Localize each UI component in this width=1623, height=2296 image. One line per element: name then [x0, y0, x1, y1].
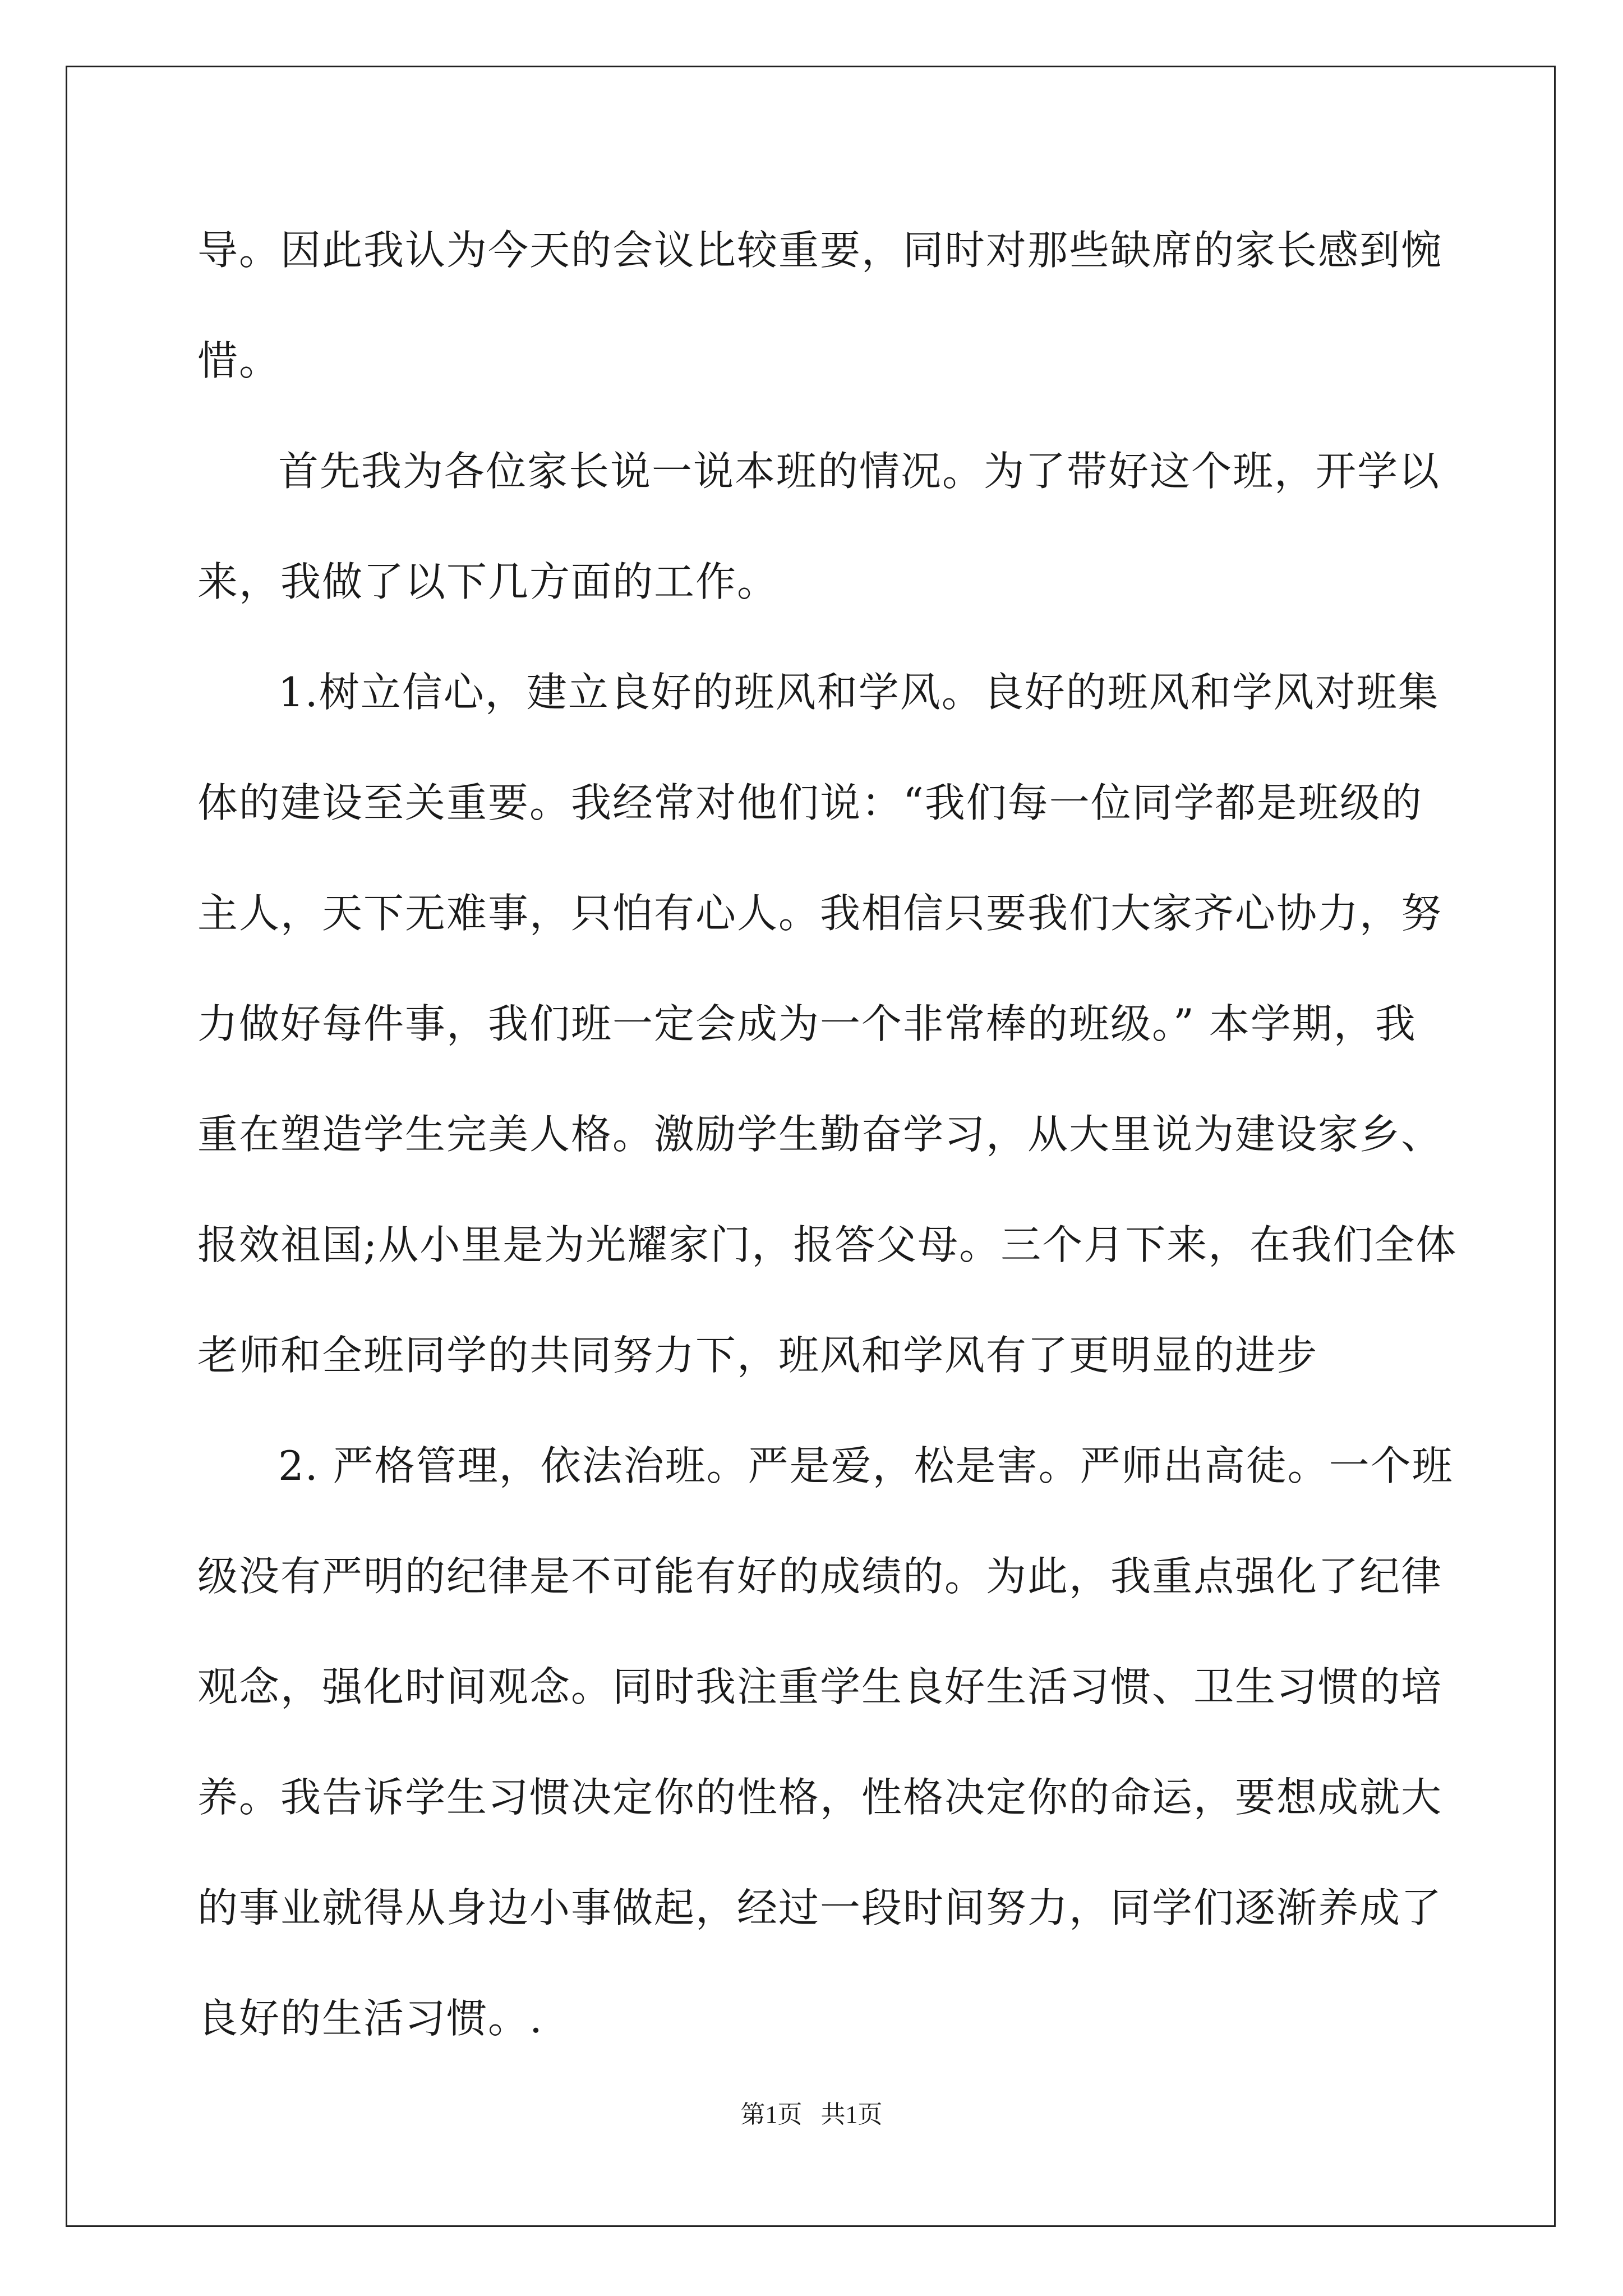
text-line: 体的建设至关重要。我经常对他们说：“我们每一位同学都是班级的	[197, 779, 1423, 826]
text-line: 1.树立信心，建立良好的班风和学风。良好的班风和学风对班集	[278, 669, 1440, 716]
text-line: 来，我做了以下几方面的工作。	[197, 558, 779, 605]
text-line: 的事业就得从身边小事做起，经过一段时间努力，同学们逐渐养成了	[197, 1884, 1443, 1931]
text-line: 级没有严明的纪律是不可能有好的成绩的。为此，我重点强化了纪律	[197, 1553, 1443, 1600]
text-line: 老师和全班同学的共同努力下，班风和学风有了更明显的进步	[197, 1332, 1318, 1379]
text-line: 惜。	[197, 337, 281, 384]
text-line: 力做好每件事，我们班一定会成为一个非常棒的班级。” 本学期，我	[197, 1000, 1417, 1047]
text-line: 养。我告诉学生习惯决定你的性格，性格决定你的命运，要想成就大	[197, 1774, 1443, 1821]
text-line: 2. 严格管理，依法治班。严是爱，松是害。严师出高徒。一个班	[278, 1442, 1454, 1489]
text-line: 导。因此我认为今天的会议比较重要，同时对那些缺席的家长感到惋	[197, 227, 1443, 274]
text-line: 首先我为各位家长说一说本班的情况。为了带好这个班，开学以	[278, 448, 1441, 495]
text-line: 观念，强化时间观念。同时我注重学生良好生活习惯、卫生习惯的培	[197, 1663, 1443, 1710]
page-footer: 第1页 共1页	[740, 2101, 883, 2128]
text-line: 良好的生活习惯。.	[197, 1995, 543, 2042]
text-line: 报效祖国;从小里是为光耀家门，报答父母。三个月下来，在我们全体	[197, 1221, 1458, 1268]
text-line: 主人，天下无难事，只怕有心人。我相信只要我们大家齐心协力，努	[197, 890, 1443, 937]
text-line: 重在塑造学生完美人格。激励学生勤奋学习，从大里说为建设家乡、	[197, 1111, 1443, 1158]
